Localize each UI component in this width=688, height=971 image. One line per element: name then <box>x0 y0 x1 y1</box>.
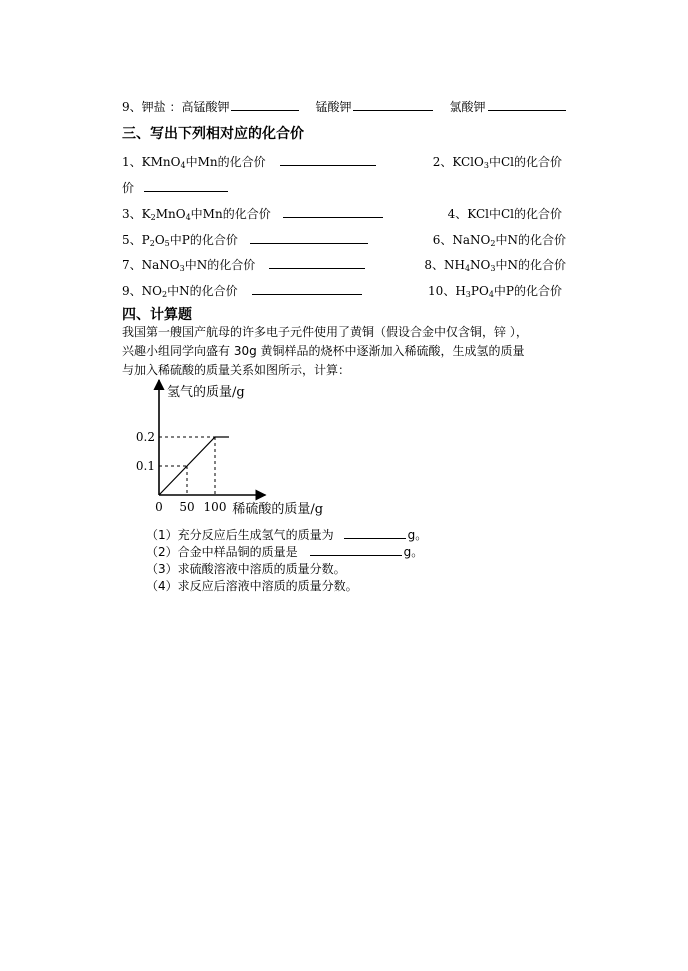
origin-label: 0 <box>155 500 163 514</box>
valence-item-2: 2、KClO$_3$中Cl的化合价 <box>432 155 562 170</box>
answer-blank[interactable] <box>280 153 376 166</box>
answer-blank[interactable] <box>252 282 362 295</box>
answer-blank[interactable] <box>283 205 383 218</box>
item9-prefix: 9、钾盐 ： <box>122 100 182 114</box>
valence-item-3: 3、$K_2MnO_4$中Mn的化合价 <box>122 205 385 222</box>
item-formula: KMnO$_4$中Mn <box>141 155 218 170</box>
item-suffix: 的化合价 <box>217 155 266 169</box>
answer-blank[interactable] <box>269 256 365 269</box>
y-axis-label: 氢气的质量/g <box>167 385 245 400</box>
answer-blank[interactable] <box>250 231 368 244</box>
valence-item-4: 4、KCl中Cl的化合价 <box>447 207 562 221</box>
answer-blank[interactable] <box>344 526 406 539</box>
x-tick-label: 100 <box>203 500 227 514</box>
hydrogen-mass-chart <box>128 378 368 528</box>
valence-item-8: 8、$NH_4NO_3$中N的化合价 <box>424 258 566 273</box>
section3-title: 三、写出下列相对应的化合价 <box>122 126 304 142</box>
item-formula: $H_3PO_4$中P <box>455 284 514 299</box>
item9-c-label: 氯酸钾 <box>449 100 486 114</box>
question-1: （1）充分反应后生成氢气的质量为 g。 <box>146 528 428 542</box>
answer-blank[interactable] <box>310 543 402 556</box>
item-formula: $NO_2$中N <box>141 284 190 299</box>
question-3: （3）求硫酸溶液中溶质的质量分数。 <box>146 562 346 576</box>
x-tick-label: 50 <box>179 500 195 514</box>
item-formula: $K_2MnO_4$中Mn <box>141 207 223 222</box>
question-4: （4）求反应后溶液中溶质的质量分数。 <box>146 579 358 593</box>
item9-row <box>122 98 568 115</box>
valence-item-1 <box>122 153 378 170</box>
item-formula: NaNO$_2$中N <box>452 233 518 248</box>
valence-item-6: 6、NaNO$_2$中N的化合价 <box>432 233 566 248</box>
valence-item-9: 9、$NO_2$中N的化合价 <box>122 282 364 299</box>
valence-item-5: 5、$P_2O_5$中P的化合价 <box>122 231 370 248</box>
y-tick-label: 0.1 <box>135 459 155 473</box>
item-formula: NaNO$_3$中N <box>141 258 208 273</box>
valence-item-1-wrap <box>122 179 230 196</box>
intro-line-1: 我国第一艘国产航母的许多电子元件使用了黄铜（假设合金中仅含铜，锌 ）， <box>122 325 528 339</box>
answer-blank[interactable] <box>144 179 228 192</box>
item9-c-blank[interactable] <box>488 98 566 111</box>
item9-a-blank[interactable] <box>231 98 299 111</box>
valence-item-7: 7、NaNO$_3$中N的化合价 <box>122 256 367 273</box>
series-line-0 <box>159 437 229 495</box>
wrap-word: 价 <box>122 181 135 195</box>
item9-b-label: 锰酸钾 <box>315 100 352 114</box>
item-formula: $P_2O_5$中P <box>141 233 190 248</box>
item9-b-blank[interactable] <box>353 98 433 111</box>
intro-line-3: 与加入稀硫酸的质量关系如图所示，计算： <box>122 363 351 377</box>
x-axis-label: 稀硫酸的质量/g <box>232 502 324 517</box>
item-num: 1、 <box>122 155 142 169</box>
item-formula: KCl中Cl <box>467 207 514 221</box>
section4-title: 四、计算题 <box>122 307 192 323</box>
item-formula: KClO$_3$中Cl <box>452 155 514 170</box>
valence-item-10: 10、$H_3PO_4$中P的化合价 <box>428 284 562 299</box>
question-2: （2）合金中样品铜的质量是 g。 <box>146 545 424 559</box>
y-tick-label: 0.2 <box>135 430 155 444</box>
item-formula: $NH_4NO_3$中N <box>443 258 518 273</box>
intro-line-2: 兴趣小组同学向盛有 30g 黄铜样品的烧杯中逐渐加入稀硫酸，生成氢的质量 <box>122 344 525 358</box>
item9-a-label: 高锰酸钾 <box>181 100 230 114</box>
